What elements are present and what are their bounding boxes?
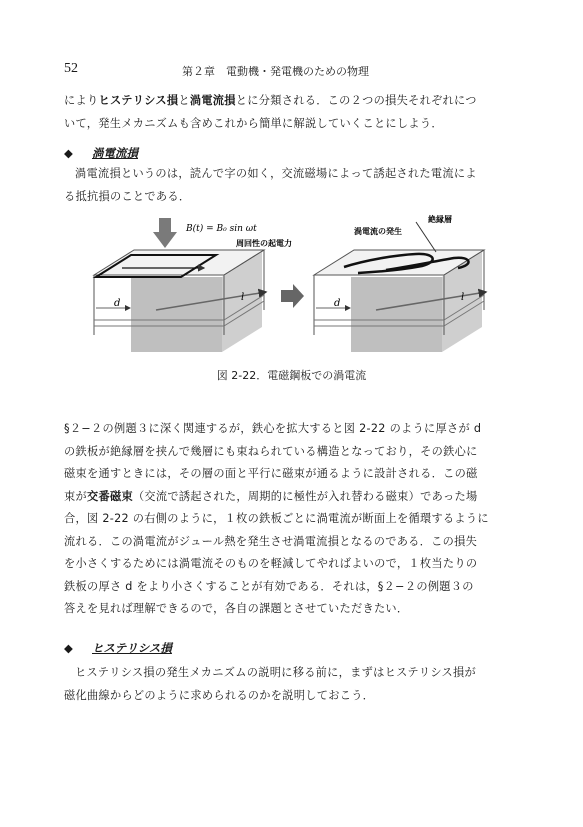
text-line: ヒステリシス損の発生メカニズムの説明に移る前に，まずはヒステリシス損が — [75, 666, 476, 679]
intro-line: によりヒステリシス損と渦電流損とに分類される．この２つの損失それぞれにつ — [64, 94, 477, 107]
flux-arrow-icon — [153, 218, 177, 248]
section-title: 渦電流損 — [92, 146, 138, 160]
section-heading-eddy — [64, 145, 138, 161]
insulation-label: 絶縁層 — [428, 214, 452, 224]
thickness-d-right: d — [334, 298, 341, 309]
eddy-label: 渦電流の発生 — [354, 226, 402, 236]
hysteresis-paragraph — [64, 662, 524, 707]
diamond-bullet-icon: ◆ — [64, 641, 73, 655]
figure-diagram — [86, 210, 496, 360]
section-heading-hysteresis — [64, 640, 172, 656]
text-line: を小さくするためには渦電流そのものを軽減してやればよいので，１枚当たりの — [64, 557, 478, 570]
eddy-paragraph — [64, 163, 524, 208]
keyword: 交番磁束 — [86, 489, 133, 503]
section-title: ヒステリシス損 — [92, 641, 172, 655]
page-number: 52 — [64, 61, 78, 76]
text-line: 磁束を通すときには，その層の面と平行に磁束が通るように設計される．この磁 — [64, 467, 478, 480]
diamond-bullet-icon: ◆ — [64, 146, 73, 160]
text-line: 答えを見れば理解できるので，各自の課題とさせていただきたい． — [64, 602, 409, 615]
intro-paragraph — [64, 90, 524, 135]
text-line: る抵抗損のことである． — [64, 189, 191, 203]
flux-formula: B(t) = B₀ sin ωt — [186, 224, 257, 234]
running-title: 第２章 電動機・発電機のための物理 — [182, 65, 369, 78]
length-l-right: l — [461, 292, 465, 303]
right-laminated-block — [314, 222, 486, 352]
thickness-d-left: d — [114, 298, 121, 309]
right-arrow-icon — [281, 284, 304, 308]
text-line: 束が交番磁束（交流で誘起された，周期的に極性が入れ替わる磁束）であった場 — [64, 489, 478, 503]
keyword: 渦電流損 — [189, 94, 236, 107]
text-line: 合，図 2-22 の右側のように，１枚の鉄板ごとに渦電流が断面上を循環するように — [64, 512, 489, 525]
intro-line: いて，発生メカニズムも含めこれから簡単に解説していくことにしよう． — [64, 116, 443, 130]
emf-label: 周回性の起電力 — [236, 238, 292, 248]
page-header — [64, 61, 519, 79]
length-l-left: l — [241, 292, 245, 303]
text-line: 磁化曲線からどのように求められるのかを説明しておこう． — [64, 688, 375, 702]
keyword: ヒステリシス損 — [98, 94, 179, 107]
text-line: §２−２の例題３に深く関連するが，鉄心を拡大すると図 2-22 のように厚さが d — [64, 422, 482, 435]
eddy-current-figure — [86, 210, 496, 360]
text-line: の鉄板が絶縁層を挟んで幾層にも束ねられている構造となっており，その鉄心に — [64, 444, 478, 458]
laminate-paragraph — [64, 418, 524, 621]
text-line: 鉄板の厚さ d をより小さくすることが有効である．それは，§２−２の例題３の — [64, 579, 474, 593]
text-line: 渦電流損というのは，読んで字の如く，交流磁場によって誘起された電流によ — [75, 167, 477, 180]
text-line: 流れる．この渦電流がジュール熱を発生させ渦電流損となるのである．この損失 — [64, 534, 478, 548]
figure-caption: 図 2-22．電磁鋼板での渦電流 — [216, 369, 367, 382]
